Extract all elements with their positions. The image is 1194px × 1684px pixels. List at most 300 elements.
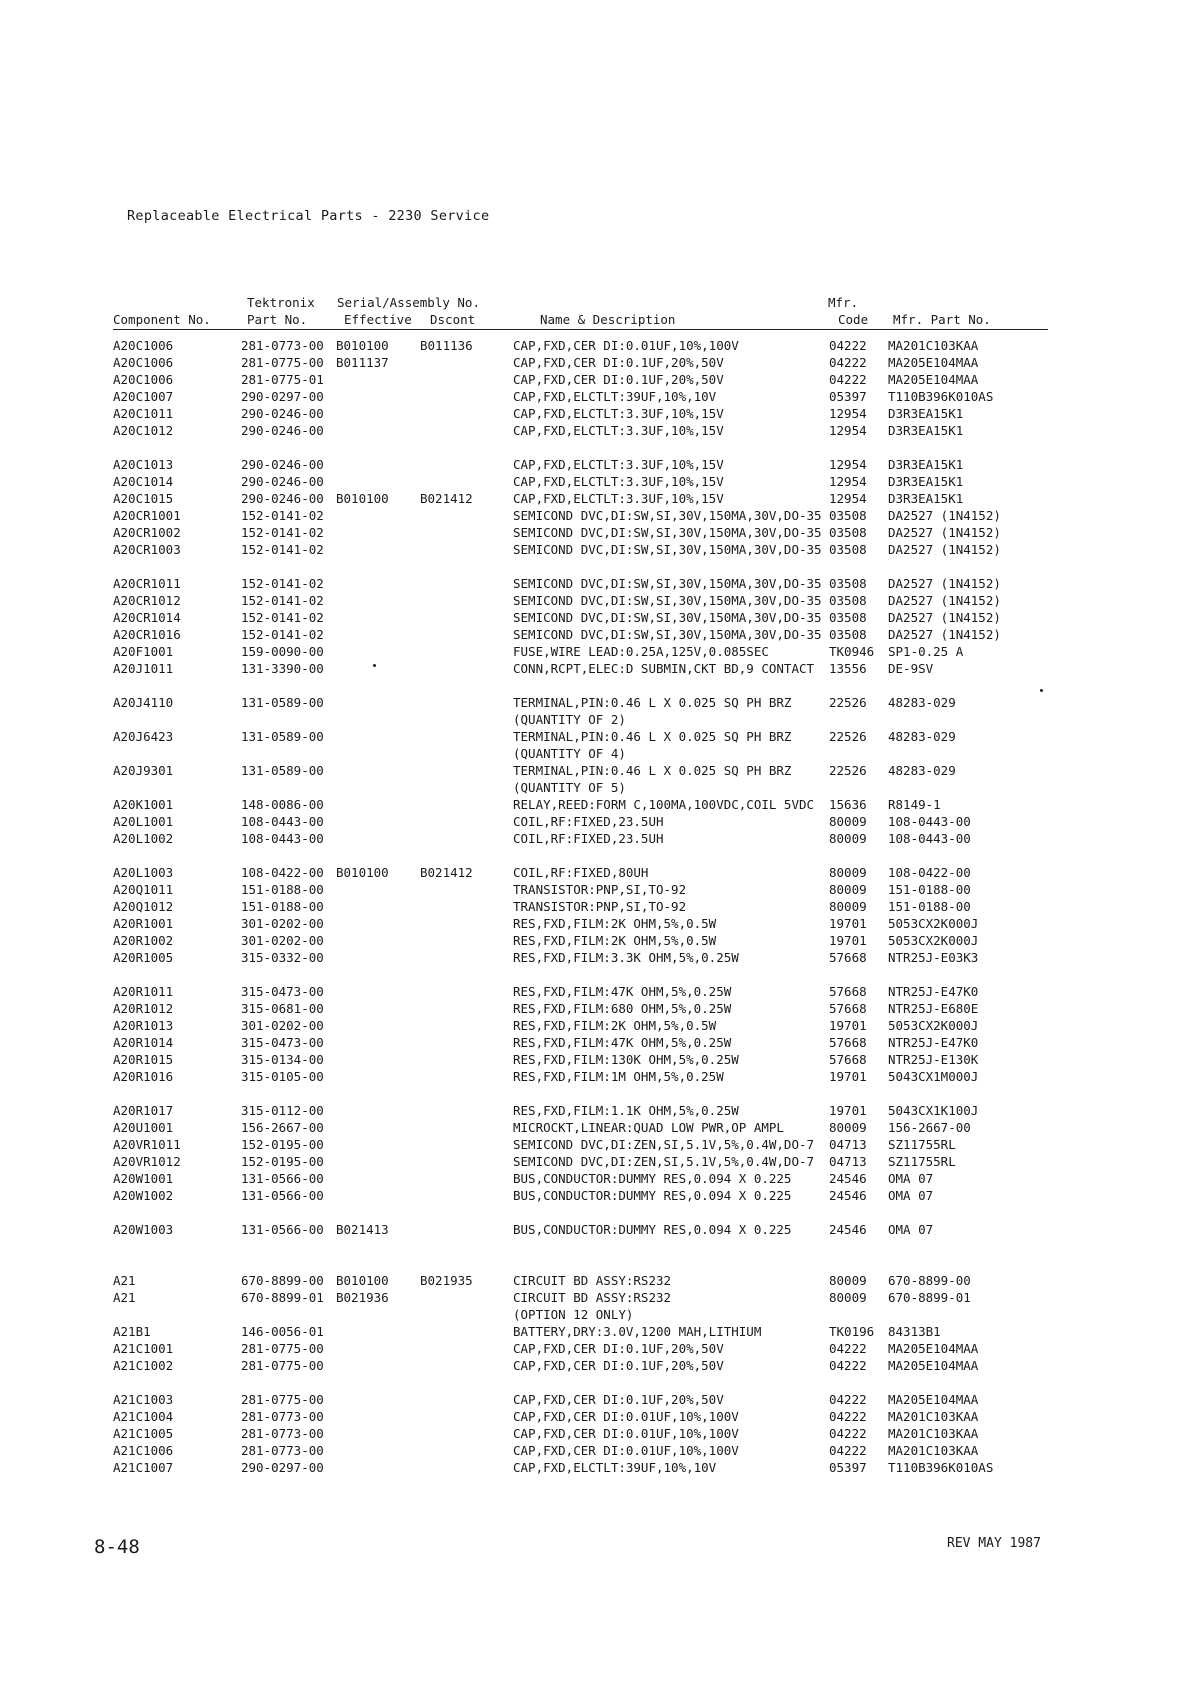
mfr-code: 24546: [829, 1222, 867, 1237]
mfr-code: 80009: [829, 1273, 867, 1288]
part-no: 152-0141-02: [241, 627, 324, 642]
description: CAP,FXD,CER DI:0.01UF,10%,100V: [513, 1443, 739, 1458]
description: RES,FXD,FILM:680 OHM,5%,0.25W: [513, 1001, 732, 1016]
part-no: 281-0773-00: [241, 1409, 324, 1424]
mfr-part-no: 5053CX2K000J: [888, 916, 979, 931]
description: CAP,FXD,CER DI:0.01UF,10%,100V: [513, 1409, 739, 1424]
part-no: 281-0773-00: [241, 338, 324, 353]
mfr-part-no: 48283-029: [888, 763, 956, 778]
component-no: A20R1001: [113, 916, 174, 931]
part-no: 152-0141-02: [241, 508, 324, 523]
header-name-description: Name & Description: [540, 312, 676, 327]
description: RES,FXD,FILM:3.3K OHM,5%,0.25W: [513, 950, 739, 965]
description: SEMICOND DVC,DI:SW,SI,30V,150MA,30V,DO-35: [513, 525, 822, 540]
part-no: 290-0246-00: [241, 423, 324, 438]
mfr-part-no: 48283-029: [888, 729, 956, 744]
description: COIL,RF:FIXED,23.5UH: [513, 814, 664, 829]
description: SEMICOND DVC,DI:SW,SI,30V,150MA,30V,DO-35: [513, 508, 822, 523]
mfr-code: 04222: [829, 1443, 867, 1458]
mfr-code: 80009: [829, 899, 867, 914]
description: CAP,FXD,CER DI:0.1UF,20%,50V: [513, 1358, 724, 1373]
part-no: 281-0773-00: [241, 1443, 324, 1458]
mfr-code: 04222: [829, 338, 867, 353]
table-row: [0, 575, 1194, 592]
mfr-code: 57668: [829, 984, 867, 999]
table-row: [0, 1459, 1194, 1476]
part-no: 152-0141-02: [241, 576, 324, 591]
description: CAP,FXD,ELCTLT:3.3UF,10%,15V: [513, 423, 724, 438]
component-no: A21C1004: [113, 1409, 174, 1424]
parts-group: [0, 1272, 1194, 1374]
table-row: [0, 1408, 1194, 1425]
table-row: [0, 456, 1194, 473]
table-row: [0, 1323, 1194, 1340]
mfr-part-no: DA2527 (1N4152): [888, 593, 1001, 608]
component-no: A20CR1001: [113, 508, 181, 523]
component-no: A21: [113, 1290, 136, 1305]
component-no: A20R1005: [113, 950, 174, 965]
description: SEMICOND DVC,DI:SW,SI,30V,150MA,30V,DO-35: [513, 576, 822, 591]
parts-group: [0, 1221, 1194, 1255]
mfr-part-no: T110B396K010AS: [888, 1460, 994, 1475]
mfr-code: 03508: [829, 627, 867, 642]
mfr-code: 19701: [829, 1069, 867, 1084]
description: CAP,FXD,CER DI:0.01UF,10%,100V: [513, 338, 739, 353]
mfr-code: 04222: [829, 1409, 867, 1424]
mfr-part-no: DA2527 (1N4152): [888, 627, 1001, 642]
table-row: [0, 1306, 1194, 1323]
component-no: A21C1007: [113, 1460, 174, 1475]
description: CAP,FXD,ELCTLT:39UF,10%,10V: [513, 1460, 717, 1475]
table-row: [0, 643, 1194, 660]
component-no: A20W1001: [113, 1171, 174, 1186]
mfr-code: TK0196: [829, 1324, 875, 1339]
table-row: [0, 830, 1194, 847]
component-no: A20R1015: [113, 1052, 174, 1067]
description: CAP,FXD,ELCTLT:3.3UF,10%,15V: [513, 474, 724, 489]
table-row: [0, 592, 1194, 609]
description: SEMICOND DVC,DI:SW,SI,30V,150MA,30V,DO-35: [513, 610, 822, 625]
header-code: Code: [838, 312, 869, 327]
parts-group: [0, 983, 1194, 1085]
serial-effective: B021936: [336, 1290, 389, 1305]
table-row: [0, 796, 1194, 813]
description: TERMINAL,PIN:0.46 L X 0.025 SQ PH BRZ: [513, 763, 792, 778]
mfr-code: 03508: [829, 610, 867, 625]
mfr-part-no: OMA 07: [888, 1188, 934, 1203]
serial-dscont: B011136: [420, 338, 473, 353]
table-row: [0, 371, 1194, 388]
component-no: A20C1012: [113, 423, 174, 438]
component-no: A20CR1016: [113, 627, 181, 642]
mfr-part-no: NTR25J-E03K3: [888, 950, 979, 965]
mfr-part-no: OMA 07: [888, 1171, 934, 1186]
mfr-part-no: MA201C103KAA: [888, 1409, 979, 1424]
stray-mark: [373, 664, 376, 667]
parts-group: [0, 694, 1194, 847]
table-row: [0, 1034, 1194, 1051]
part-no: 281-0775-01: [241, 372, 324, 387]
description: SEMICOND DVC,DI:SW,SI,30V,150MA,30V,DO-35: [513, 627, 822, 642]
component-no: A21C1002: [113, 1358, 174, 1373]
table-row: [0, 388, 1194, 405]
component-no: A21B1: [113, 1324, 151, 1339]
table-row: [0, 983, 1194, 1000]
table-row: [0, 694, 1194, 711]
table-row: [0, 1442, 1194, 1459]
table-row: [0, 728, 1194, 745]
description: COIL,RF:FIXED,80UH: [513, 865, 649, 880]
mfr-code: 24546: [829, 1188, 867, 1203]
header-part-no: Part No.: [247, 312, 308, 327]
description: FUSE,WIRE LEAD:0.25A,125V,0.085SEC: [513, 644, 769, 659]
description: SEMICOND DVC,DI:SW,SI,30V,150MA,30V,DO-35: [513, 542, 822, 557]
component-no: A20F1001: [113, 644, 174, 659]
description: TRANSISTOR:PNP,SI,TO-92: [513, 899, 687, 914]
mfr-part-no: 670-8899-00: [888, 1273, 971, 1288]
header-mfr: Mfr.: [828, 295, 859, 310]
part-no: 290-0297-00: [241, 389, 324, 404]
part-no: 151-0188-00: [241, 899, 324, 914]
header-serial-assembly: Serial/Assembly No.: [337, 295, 480, 310]
table-row: [0, 898, 1194, 915]
table-row: [0, 1170, 1194, 1187]
part-no: 131-0566-00: [241, 1171, 324, 1186]
mfr-code: 12954: [829, 423, 867, 438]
serial-effective: B011137: [336, 355, 389, 370]
mfr-part-no: 151-0188-00: [888, 899, 971, 914]
description: (OPTION 12 ONLY): [513, 1307, 634, 1322]
table-row: [0, 1272, 1194, 1289]
component-no: A20J6423: [113, 729, 174, 744]
component-no: A20R1013: [113, 1018, 174, 1033]
mfr-code: TK0946: [829, 644, 875, 659]
component-no: A20R1016: [113, 1069, 174, 1084]
description: RES,FXD,FILM:2K OHM,5%,0.5W: [513, 916, 717, 931]
description: TERMINAL,PIN:0.46 L X 0.025 SQ PH BRZ: [513, 729, 792, 744]
component-no: A20W1003: [113, 1222, 174, 1237]
component-no: A21C1006: [113, 1443, 174, 1458]
mfr-code: 19701: [829, 933, 867, 948]
mfr-code: 80009: [829, 831, 867, 846]
mfr-code: 80009: [829, 1290, 867, 1305]
table-row: [0, 1017, 1194, 1034]
component-no: A20CR1003: [113, 542, 181, 557]
mfr-part-no: 108-0422-00: [888, 865, 971, 880]
component-no: A20R1011: [113, 984, 174, 999]
table-row: [0, 541, 1194, 558]
mfr-part-no: D3R3EA15K1: [888, 406, 964, 421]
table-row: [0, 1425, 1194, 1442]
mfr-part-no: MA201C103KAA: [888, 1426, 979, 1441]
part-no: 131-3390-00: [241, 661, 324, 676]
description: SEMICOND DVC,DI:SW,SI,30V,150MA,30V,DO-35: [513, 593, 822, 608]
mfr-part-no: MA205E104MAA: [888, 355, 979, 370]
description: RES,FXD,FILM:47K OHM,5%,0.25W: [513, 984, 732, 999]
table-row: [0, 354, 1194, 371]
mfr-code: 19701: [829, 916, 867, 931]
component-no: A20VR1012: [113, 1154, 181, 1169]
mfr-code: 03508: [829, 593, 867, 608]
part-no: 290-0246-00: [241, 474, 324, 489]
description: TERMINAL,PIN:0.46 L X 0.025 SQ PH BRZ: [513, 695, 792, 710]
mfr-part-no: MA201C103KAA: [888, 338, 979, 353]
mfr-code: 57668: [829, 1001, 867, 1016]
part-no: 670-8899-00: [241, 1273, 324, 1288]
mfr-code: 05397: [829, 1460, 867, 1475]
parts-group: [0, 864, 1194, 966]
mfr-code: 03508: [829, 525, 867, 540]
component-no: A20C1015: [113, 491, 174, 506]
table-row: [0, 1289, 1194, 1306]
mfr-part-no: DE-9SV: [888, 661, 934, 676]
mfr-part-no: T110B396K010AS: [888, 389, 994, 404]
parts-group: [0, 1391, 1194, 1476]
table-row: [0, 1340, 1194, 1357]
part-no: 148-0086-00: [241, 797, 324, 812]
mfr-part-no: NTR25J-E47K0: [888, 984, 979, 999]
table-row: [0, 1000, 1194, 1017]
mfr-code: 57668: [829, 1035, 867, 1050]
description: CAP,FXD,CER DI:0.1UF,20%,50V: [513, 355, 724, 370]
part-no: 315-0105-00: [241, 1069, 324, 1084]
header-rule: [113, 329, 1048, 330]
part-no: 301-0202-00: [241, 916, 324, 931]
serial-dscont: B021412: [420, 491, 473, 506]
header-dscont: Dscont: [430, 312, 476, 327]
serial-effective: B010100: [336, 865, 389, 880]
part-no: 146-0056-01: [241, 1324, 324, 1339]
component-no: A20L1001: [113, 814, 174, 829]
mfr-part-no: 5043CX1M000J: [888, 1069, 979, 1084]
table-row: [0, 507, 1194, 524]
table-row: [0, 762, 1194, 779]
component-no: A20C1006: [113, 355, 174, 370]
parts-group: [0, 337, 1194, 439]
description: CAP,FXD,CER DI:0.1UF,20%,50V: [513, 1341, 724, 1356]
mfr-part-no: R8149-1: [888, 797, 941, 812]
description: CAP,FXD,CER DI:0.1UF,20%,50V: [513, 1392, 724, 1407]
mfr-part-no: 156-2667-00: [888, 1120, 971, 1135]
mfr-part-no: D3R3EA15K1: [888, 491, 964, 506]
table-row: [0, 745, 1194, 762]
table-row: [0, 1357, 1194, 1374]
mfr-part-no: MA201C103KAA: [888, 1443, 979, 1458]
mfr-code: 04222: [829, 1341, 867, 1356]
serial-effective: B010100: [336, 491, 389, 506]
component-no: A20R1017: [113, 1103, 174, 1118]
mfr-code: 13556: [829, 661, 867, 676]
parts-group: [0, 1102, 1194, 1204]
revision-date: REV MAY 1987: [947, 1536, 1041, 1551]
description: RES,FXD,FILM:2K OHM,5%,0.5W: [513, 933, 717, 948]
part-no: 281-0775-00: [241, 1358, 324, 1373]
part-no: 131-0589-00: [241, 729, 324, 744]
part-no: 281-0773-00: [241, 1426, 324, 1441]
mfr-part-no: OMA 07: [888, 1222, 934, 1237]
description: (QUANTITY OF 5): [513, 780, 626, 795]
page-number: 8-48: [94, 1536, 140, 1558]
component-no: A20J4110: [113, 695, 174, 710]
table-row: [0, 1238, 1194, 1255]
mfr-part-no: MA205E104MAA: [888, 1392, 979, 1407]
mfr-part-no: NTR25J-E47K0: [888, 1035, 979, 1050]
component-no: A21C1001: [113, 1341, 174, 1356]
part-no: 108-0443-00: [241, 814, 324, 829]
description: RES,FXD,FILM:47K OHM,5%,0.25W: [513, 1035, 732, 1050]
mfr-part-no: D3R3EA15K1: [888, 457, 964, 472]
mfr-code: 03508: [829, 542, 867, 557]
header-effective: Effective: [344, 312, 412, 327]
description: CAP,FXD,ELCTLT:3.3UF,10%,15V: [513, 457, 724, 472]
table-row: [0, 1102, 1194, 1119]
component-no: A20R1002: [113, 933, 174, 948]
description: CAP,FXD,ELCTLT:39UF,10%,10V: [513, 389, 717, 404]
part-no: 315-0134-00: [241, 1052, 324, 1067]
mfr-part-no: 48283-029: [888, 695, 956, 710]
mfr-part-no: NTR25J-E130K: [888, 1052, 979, 1067]
table-row: [0, 422, 1194, 439]
mfr-part-no: DA2527 (1N4152): [888, 525, 1001, 540]
component-no: A20Q1012: [113, 899, 174, 914]
component-no: A20C1013: [113, 457, 174, 472]
part-no: 152-0195-00: [241, 1137, 324, 1152]
component-no: A21: [113, 1273, 136, 1288]
part-no: 131-0566-00: [241, 1222, 324, 1237]
table-row: [0, 1051, 1194, 1068]
component-no: A20CR1012: [113, 593, 181, 608]
mfr-code: 04222: [829, 372, 867, 387]
mfr-part-no: MA205E104MAA: [888, 1341, 979, 1356]
serial-effective: B010100: [336, 1273, 389, 1288]
description: (QUANTITY OF 2): [513, 712, 626, 727]
mfr-code: 22526: [829, 695, 867, 710]
mfr-part-no: 670-8899-01: [888, 1290, 971, 1305]
part-no: 290-0246-00: [241, 491, 324, 506]
table-row: [0, 626, 1194, 643]
description: CONN,RCPT,ELEC:D SUBMIN,CKT BD,9 CONTACT: [513, 661, 815, 676]
table-row: [0, 1068, 1194, 1085]
mfr-part-no: SZ11755RL: [888, 1154, 956, 1169]
table-row: [0, 915, 1194, 932]
part-no: 315-0332-00: [241, 950, 324, 965]
description: CAP,FXD,ELCTLT:3.3UF,10%,15V: [513, 491, 724, 506]
part-no: 281-0775-00: [241, 1341, 324, 1356]
part-no: 108-0422-00: [241, 865, 324, 880]
mfr-code: 03508: [829, 508, 867, 523]
mfr-part-no: SZ11755RL: [888, 1137, 956, 1152]
mfr-part-no: NTR25J-E680E: [888, 1001, 979, 1016]
table-row: [0, 1136, 1194, 1153]
serial-effective: B010100: [336, 338, 389, 353]
description: CAP,FXD,CER DI:0.01UF,10%,100V: [513, 1426, 739, 1441]
mfr-code: 04222: [829, 1392, 867, 1407]
mfr-part-no: MA205E104MAA: [888, 1358, 979, 1373]
table-row: [0, 1391, 1194, 1408]
mfr-part-no: 5053CX2K000J: [888, 1018, 979, 1033]
serial-dscont: B021935: [420, 1273, 473, 1288]
component-no: A20W1002: [113, 1188, 174, 1203]
parts-list: [0, 337, 1194, 1493]
part-no: 290-0246-00: [241, 457, 324, 472]
component-no: A20J9301: [113, 763, 174, 778]
mfr-part-no: 151-0188-00: [888, 882, 971, 897]
mfr-code: 12954: [829, 474, 867, 489]
mfr-part-no: 5043CX1K100J: [888, 1103, 979, 1118]
table-row: [0, 1187, 1194, 1204]
description: CAP,FXD,CER DI:0.1UF,20%,50V: [513, 372, 724, 387]
part-no: 301-0202-00: [241, 933, 324, 948]
page-heading: Replaceable Electrical Parts - 2230 Service: [127, 208, 490, 224]
description: CIRCUIT BD ASSY:RS232: [513, 1290, 672, 1305]
mfr-code: 04222: [829, 1358, 867, 1373]
part-no: 131-0589-00: [241, 695, 324, 710]
mfr-code: 15636: [829, 797, 867, 812]
mfr-code: 04713: [829, 1154, 867, 1169]
description: BUS,CONDUCTOR:DUMMY RES,0.094 X 0.225: [513, 1222, 792, 1237]
component-no: A20C1006: [113, 372, 174, 387]
part-no: 290-0297-00: [241, 1460, 324, 1475]
parts-group: [0, 456, 1194, 558]
description: RES,FXD,FILM:1M OHM,5%,0.25W: [513, 1069, 724, 1084]
part-no: 159-0090-00: [241, 644, 324, 659]
description: RES,FXD,FILM:2K OHM,5%,0.5W: [513, 1018, 717, 1033]
mfr-code: 12954: [829, 406, 867, 421]
part-no: 315-0473-00: [241, 984, 324, 999]
part-no: 108-0443-00: [241, 831, 324, 846]
description: (QUANTITY OF 4): [513, 746, 626, 761]
description: SEMICOND DVC,DI:ZEN,SI,5.1V,5%,0.4W,DO-7: [513, 1137, 815, 1152]
mfr-code: 04222: [829, 1426, 867, 1441]
component-no: A20L1002: [113, 831, 174, 846]
mfr-part-no: 84313B1: [888, 1324, 941, 1339]
component-no: A20J1011: [113, 661, 174, 676]
part-no: 152-0141-02: [241, 542, 324, 557]
description: COIL,RF:FIXED,23.5UH: [513, 831, 664, 846]
table-row: [0, 473, 1194, 490]
table-row: [0, 660, 1194, 677]
table-row: [0, 932, 1194, 949]
table-row: [0, 1119, 1194, 1136]
mfr-code: 80009: [829, 865, 867, 880]
mfr-code: 80009: [829, 1120, 867, 1135]
component-no: A20C1006: [113, 338, 174, 353]
table-row: [0, 1221, 1194, 1238]
table-row: [0, 337, 1194, 354]
mfr-code: 24546: [829, 1171, 867, 1186]
mfr-code: 04222: [829, 355, 867, 370]
description: CIRCUIT BD ASSY:RS232: [513, 1273, 672, 1288]
part-no: 131-0566-00: [241, 1188, 324, 1203]
table-row: [0, 609, 1194, 626]
component-no: A21C1005: [113, 1426, 174, 1441]
part-no: 670-8899-01: [241, 1290, 324, 1305]
component-no: A20K1001: [113, 797, 174, 812]
mfr-code: 03508: [829, 576, 867, 591]
table-row: [0, 1153, 1194, 1170]
component-no: A20CR1002: [113, 525, 181, 540]
part-no: 301-0202-00: [241, 1018, 324, 1033]
mfr-code: 57668: [829, 950, 867, 965]
component-no: A20L1003: [113, 865, 174, 880]
mfr-part-no: DA2527 (1N4152): [888, 576, 1001, 591]
mfr-part-no: SP1-0.25 A: [888, 644, 964, 659]
component-no: A20R1012: [113, 1001, 174, 1016]
mfr-part-no: D3R3EA15K1: [888, 423, 964, 438]
part-no: 151-0188-00: [241, 882, 324, 897]
table-row: [0, 949, 1194, 966]
mfr-part-no: 108-0443-00: [888, 831, 971, 846]
